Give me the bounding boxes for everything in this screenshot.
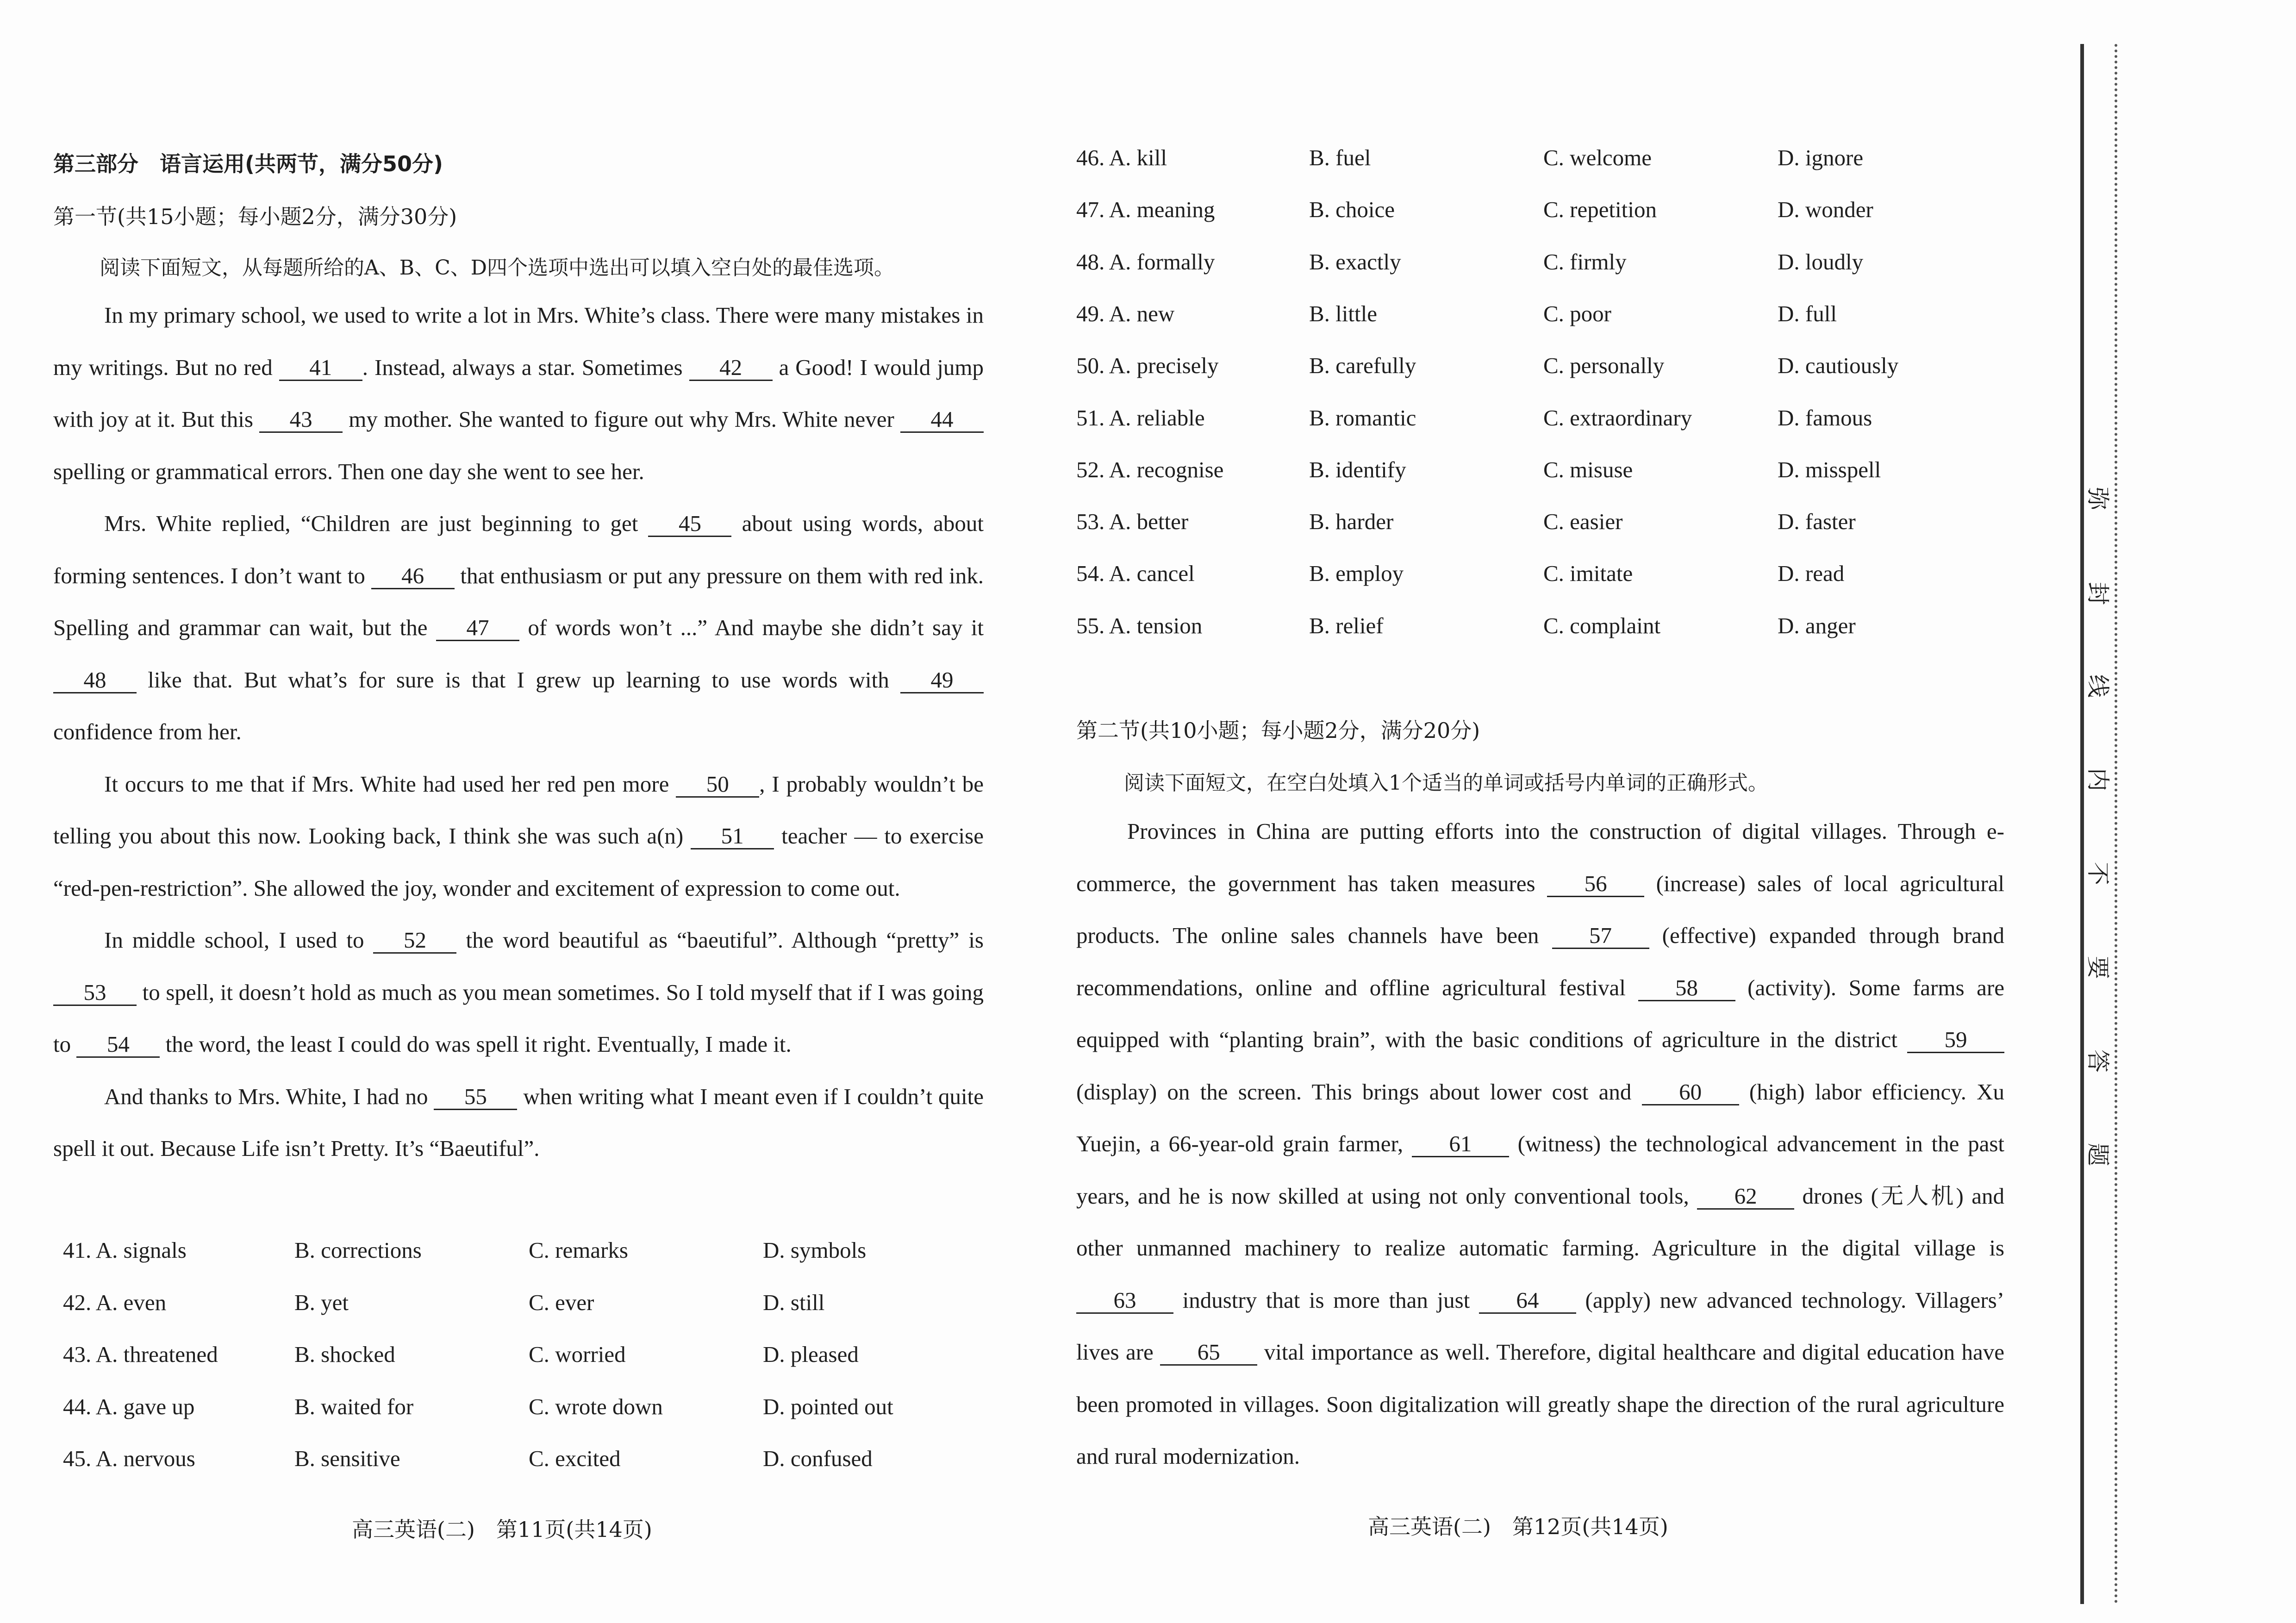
answer-blank: 56 (1547, 872, 1644, 897)
answer-blank: 65 (1160, 1340, 1257, 1366)
passage-text: (activity). Some farms are equipped with “planting brain”, with the basic conditions of agriculture in the district (1076, 974, 2004, 1052)
part-title: 第三部分 语言运用(共两节，满分50分) (53, 151, 443, 176)
option-choice: B. relief (1309, 612, 1384, 638)
passage-text: vital importance as well. Therefore, digital healthcare and digital education have been promoted in villages. Soon digitalization will greatly shape the direction of the rural agriculture and rural modernization. (1076, 1339, 2005, 1469)
answer-blank: 55 (434, 1085, 517, 1110)
passage-text: that enthusiasm or put any pressure on them with red ink. Spelling and grammar can wait, but the (53, 562, 984, 640)
seal-notice-char: 不 (2084, 862, 2111, 885)
option-choice: D. faster (1778, 509, 1856, 535)
option-choice: C. remarks (529, 1237, 628, 1263)
option-choice: B. exactly (1309, 249, 1401, 275)
option-choice: B. employ (1309, 561, 1404, 587)
option-choice: C. personally (1543, 353, 1665, 379)
passage-text: In my primary school, we used to write a lot in Mrs. White’s class. There were many mistakes in my writings. But no red (53, 302, 984, 380)
passage-text: (apply) new advanced technology. Villagers’ lives are (1076, 1287, 2004, 1365)
option-choice: C. poor (1543, 300, 1611, 326)
passage-paragraph (53, 498, 984, 758)
passage-text: And thanks to Mrs. White, I had no (104, 1083, 434, 1109)
passage-text: (witness) the technological advancement in the past years, and he is now skilled at using not only conventional tools, (1076, 1131, 2005, 1209)
answer-blank: 42 (689, 356, 773, 381)
option-choice: B. fuel (1309, 145, 1371, 170)
passage-text: of words won’t ...” And maybe she didn’t say it (519, 615, 984, 640)
option-choice: 50. A. precisely (1076, 353, 1219, 379)
option-choice: B. yet (294, 1289, 349, 1315)
passage-text: In middle school, I used to (104, 927, 374, 953)
passage-text: (increase) sales of local agricultural products. The online sales channels have been (1076, 870, 2004, 948)
answer-blank: 49 (900, 668, 984, 693)
answer-blank: 62 (1697, 1184, 1794, 1210)
passage-text: industry that is more than just (1173, 1287, 1479, 1313)
option-choice: B. waited for (294, 1393, 414, 1419)
option-choice: C. repetition (1543, 197, 1657, 223)
option-choice: D. confused (763, 1446, 873, 1471)
passage-paragraph (53, 1071, 984, 1175)
option-choice: 55. A. tension (1076, 612, 1203, 638)
option-choice: D. misspell (1778, 456, 1881, 482)
cloze-passage (53, 289, 984, 1175)
answer-blank: 57 (1552, 924, 1649, 949)
passage-text: (effective) expanded through brand recommendations, online and offline agricultural festival (1076, 923, 2004, 1000)
option-choice: 47. A. meaning (1076, 197, 1215, 223)
passage-text: , I probably wouldn’t be telling you about this now. Looking back, I think she was such a(n) (53, 771, 984, 849)
option-choice: C. wrote down (529, 1393, 663, 1419)
passage-text: about using words, about forming sentences. I don’t want to (53, 511, 984, 588)
option-choice: 54. A. cancel (1076, 561, 1195, 587)
option-choice: B. sensitive (294, 1446, 400, 1471)
option-choice: D. anger (1778, 612, 1856, 638)
option-choice: B. little (1309, 300, 1377, 326)
passage-text: teacher — to exercise “red-pen-restriction”. She allowed the joy, wonder and excitement of expression to come out. (53, 823, 984, 901)
option-choice: D. still (763, 1289, 825, 1315)
answer-blank: 44 (900, 407, 984, 433)
option-choice: D. pointed out (763, 1393, 893, 1419)
seal-notice-char: 答 (2084, 1049, 2111, 1073)
option-choice: D. read (1778, 561, 1845, 587)
option-choice: D. ignore (1778, 145, 1864, 170)
answer-blank: 61 (1412, 1132, 1509, 1157)
passage-paragraph (1076, 805, 2004, 1483)
section-2-instruction: 阅读下面短文，在空白处填入1个适当的单词或括号内单词的正确形式。 (1124, 771, 1768, 795)
answer-blank: 43 (259, 407, 343, 433)
answer-blank: 47 (436, 616, 519, 641)
option-choice: C. welcome (1543, 145, 1652, 170)
option-choice: 48. A. formally (1076, 249, 1215, 275)
answer-blank: 50 (676, 772, 759, 798)
passage-text: Provinces in China are putting efforts into the construction of digital villages. Through e-commerce, the government has taken measures (1076, 818, 2004, 896)
answer-blank: 46 (371, 564, 455, 589)
binding-dotted-line (2115, 44, 2117, 1604)
seal-notice-char: 内 (2084, 768, 2111, 791)
seal-notice-char: 封 (2084, 582, 2111, 605)
option-choice: C. excited (529, 1446, 621, 1471)
answer-blank: 63 (1076, 1288, 1173, 1314)
grammar-fill-passage (1076, 805, 2004, 1483)
section-2-title: 第二节(共10小题；每小题2分，满分20分) (1076, 718, 1480, 743)
option-choice: D. full (1778, 300, 1837, 326)
answer-blank: 53 (53, 980, 137, 1006)
answer-blank: 41 (279, 356, 362, 381)
answer-blank: 54 (76, 1032, 160, 1058)
passage-text: (display) on the screen. This brings about lower cost and (1076, 1079, 1642, 1105)
answer-blank: 59 (1907, 1028, 2004, 1053)
passage-text: It occurs to me that if Mrs. White had used her red pen more (104, 771, 676, 797)
option-choice: C. firmly (1543, 249, 1627, 275)
passage-text: a Good! I would jump with joy at it. But this (53, 354, 984, 432)
option-choice: B. carefully (1309, 353, 1416, 379)
option-choice: 43. A. threatened (63, 1342, 218, 1367)
option-choice: 49. A. new (1076, 300, 1175, 326)
passage-text: confidence from her. (53, 719, 242, 744)
answer-blank: 45 (648, 512, 731, 537)
binding-line (2080, 44, 2084, 1604)
seal-notice-char: 线 (2084, 674, 2111, 698)
option-choice: B. identify (1309, 456, 1406, 482)
answer-blank: 64 (1479, 1288, 1576, 1314)
option-choice: D. cautiously (1778, 353, 1899, 379)
passage-text: (high) labor efficiency. Xu Yuejin, a 66-year-old grain farmer, (1076, 1079, 2004, 1156)
passage-text: when writing what I meant even if I couldn’t quite spell it out. Because Life isn’t Pretty. It’s “Baeutiful”. (53, 1083, 984, 1161)
option-choice: D. symbols (763, 1237, 867, 1263)
answer-blank: 48 (53, 668, 137, 693)
option-choice: 44. A. gave up (63, 1393, 195, 1419)
passage-paragraph (53, 758, 984, 915)
option-choice: 41. A. signals (63, 1237, 187, 1263)
page-footer-12: 高三英语(二) 第12页(共14页) (1368, 1514, 1668, 1539)
option-choice: B. harder (1309, 509, 1394, 535)
section-1-title: 第一节(共15小题；每小题2分，满分30分) (53, 204, 457, 229)
option-choice: C. complaint (1543, 612, 1661, 638)
option-choice: C. easier (1543, 509, 1623, 535)
option-choice: D. famous (1778, 405, 1872, 431)
option-choice: C. worried (529, 1342, 626, 1367)
option-choice: 42. A. even (63, 1289, 167, 1315)
passage-text: to spell, it doesn’t hold as much as you mean sometimes. So I told myself that if I was going to (53, 979, 984, 1057)
passage-text: . Instead, always a star. Sometimes (362, 354, 689, 380)
passage-paragraph (53, 914, 984, 1071)
passage-text: spelling or grammatical errors. Then one day she went to see her. (53, 458, 644, 484)
passage-text: Mrs. White replied, “Children are just beginning to get (104, 511, 649, 536)
option-choice: D. wonder (1778, 197, 1873, 223)
option-choice: B. romantic (1309, 405, 1416, 431)
passage-text: my mother. She wanted to figure out why Mrs. White never (343, 406, 900, 432)
passage-text: drones (无人机) and other unmanned machinery to realize automatic farming. Agriculture in the digital village is (1076, 1183, 2004, 1261)
seal-notice-char: 题 (2084, 1143, 2111, 1166)
option-choice: B. choice (1309, 197, 1395, 223)
page-footer-11: 高三英语(二) 第11页(共14页) (352, 1517, 652, 1542)
option-choice: C. imitate (1543, 561, 1633, 587)
option-choice: C. ever (529, 1289, 594, 1315)
section-1-instruction: 阅读下面短文，从每题所给的A、B、C、D四个选项中选出可以填入空白处的最佳选项。 (100, 256, 895, 280)
passage-text: like that. But what’s for sure is that I grew up learning to use words with (137, 667, 900, 693)
option-choice: B. corrections (294, 1237, 422, 1263)
option-choice: 45. A. nervous (63, 1446, 195, 1471)
option-choice: 51. A. reliable (1076, 405, 1205, 431)
option-choice: C. misuse (1543, 456, 1633, 482)
option-choice: 46. A. kill (1076, 145, 1167, 170)
seal-notice-char: 弥 (2084, 487, 2111, 510)
option-choice: D. pleased (763, 1342, 859, 1367)
answer-blank: 58 (1638, 976, 1735, 1001)
answer-blank: 51 (691, 824, 774, 849)
answer-blank: 52 (373, 928, 456, 954)
option-choice: D. loudly (1778, 249, 1864, 275)
seal-notice-char: 要 (2084, 956, 2111, 979)
passage-paragraph (53, 289, 984, 498)
option-choice: C. extraordinary (1543, 405, 1692, 431)
passage-text: the word beautiful as “baeutiful”. Although “pretty” is (456, 927, 984, 953)
answer-blank: 60 (1642, 1080, 1739, 1105)
option-choice: 52. A. recognise (1076, 456, 1224, 482)
passage-text: the word, the least I could do was spell it right. Eventually, I made it. (160, 1031, 792, 1057)
option-choice: B. shocked (294, 1342, 395, 1367)
option-choice: 53. A. better (1076, 509, 1189, 535)
